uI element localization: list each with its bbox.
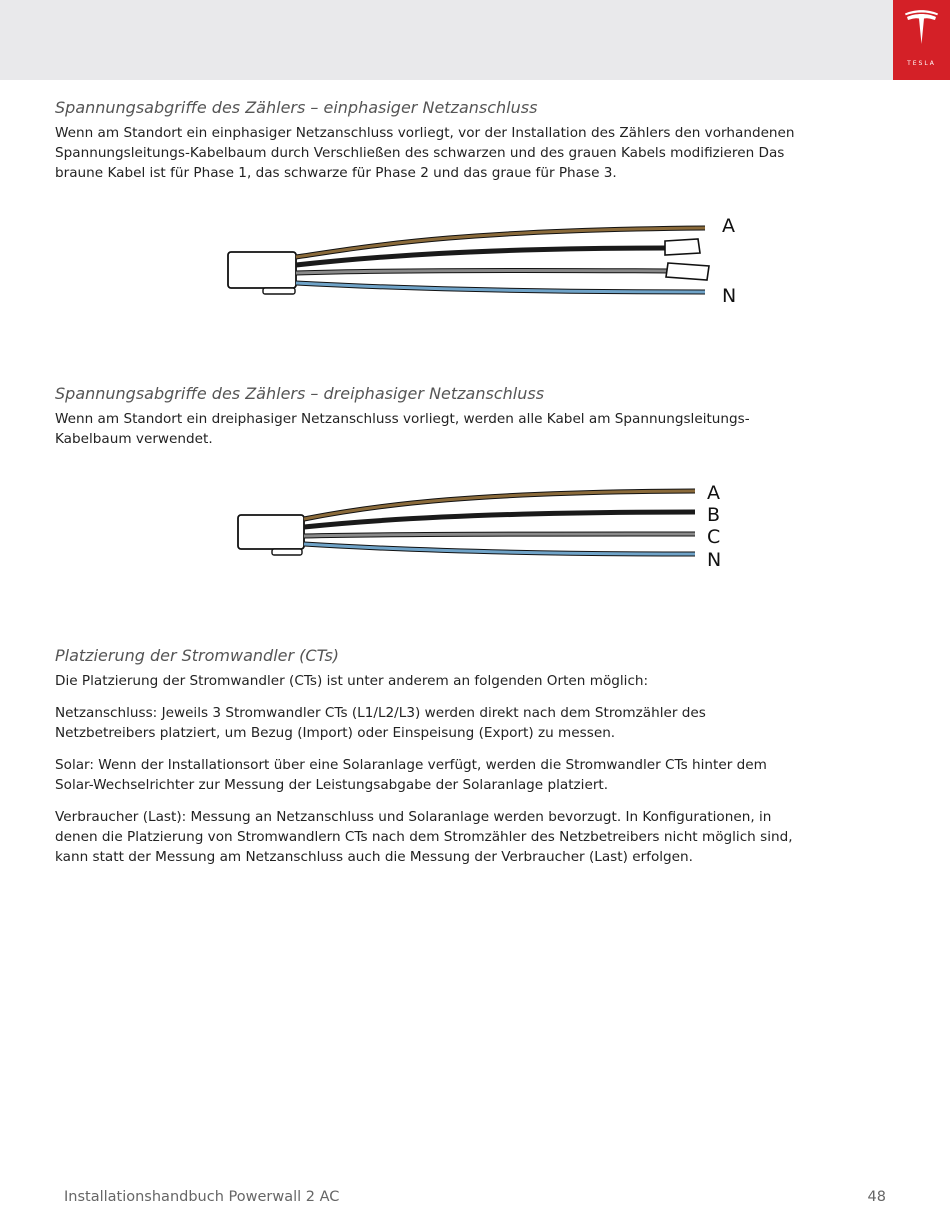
text-line: Spannungsleitungs-Kabelbaum durch Verschließen des schwarzen und des grauen Kabels modifizieren Das xyxy=(55,145,785,161)
text-line: Wenn am Standort ein einphasiger Netzanschluss vorliegt, vor der Installation des Zählers den vorhandenen xyxy=(55,125,795,141)
wire-label-n: N xyxy=(707,549,722,571)
wire-grey-end-cap xyxy=(666,263,709,280)
footer-manual-title: Installationshandbuch Powerwall 2 AC xyxy=(64,1189,340,1205)
text-line: denen die Platzierung von Stromwandlern CTs nach dem Stromzähler des Netzbetreibers nicht möglich sind, xyxy=(55,829,793,845)
text-line: Solar: Wenn der Installationsort über eine Solaranlage verfügt, werden die Stromwandler CTs hinter dem xyxy=(55,757,767,773)
wire-grey xyxy=(296,270,670,273)
tesla-t-icon xyxy=(893,0,950,60)
ct-grid-paragraph xyxy=(55,703,897,743)
text-line: Netzanschluss: Jeweils 3 Stromwandler CTs (L1/L2/L3) werden direkt nach dem Stromzähler des xyxy=(55,705,706,721)
connector-housing xyxy=(228,252,296,294)
text-line: Die Platzierung der Stromwandler (CTs) ist unter anderem an folgenden Orten möglich: xyxy=(55,673,649,689)
wire-label-a: A xyxy=(722,215,735,237)
text-line: braune Kabel ist für Phase 1, das schwarze für Phase 2 und das graue für Phase 3. xyxy=(55,165,617,181)
tesla-logo xyxy=(893,0,950,80)
text-line: Kabelbaum verwendet. xyxy=(55,431,213,447)
wire-label-n: N xyxy=(722,285,737,305)
wire-blue xyxy=(296,283,705,292)
single-phase-paragraph xyxy=(55,123,897,183)
section-title-ct-placement: Platzierung der Stromwandler (CTs) xyxy=(55,646,340,665)
section-title-three-phase: Spannungsabgriffe des Zählers – dreiphasiger Netzanschluss xyxy=(55,384,545,403)
ct-solar-paragraph xyxy=(55,755,897,795)
ct-load-paragraph xyxy=(55,807,897,867)
wire-blue xyxy=(304,544,695,554)
wire-label-a: A xyxy=(707,482,720,504)
text-line: Netzbetreibers platziert, um Bezug (Import) oder Einspeisung (Export) zu messen. xyxy=(55,725,616,741)
text-line: Verbraucher (Last): Messung an Netzanschluss und Solaranlage werden bevorzugt. In Konfigurationen, in xyxy=(55,809,772,825)
wire-black xyxy=(304,512,695,527)
ct-intro-paragraph xyxy=(55,671,897,691)
section-title-single-phase: Spannungsabgriffe des Zählers – einphasiger Netzanschluss xyxy=(55,98,538,117)
tesla-wordmark: TESLA xyxy=(907,60,936,67)
header-band xyxy=(0,0,950,80)
wire-label-c: C xyxy=(707,526,721,548)
three-phase-wiring-diagram xyxy=(230,478,750,573)
wire-black-end-cap xyxy=(665,239,700,255)
page-number: 48 xyxy=(867,1189,886,1205)
text-line: Solar-Wechselrichter zur Messung der Leistungsabgabe der Solaranlage platziert. xyxy=(55,777,609,793)
text-line: kann statt der Messung am Netzanschluss auch die Messung der Verbraucher (Last) erfolgen. xyxy=(55,849,693,865)
connector-housing xyxy=(238,515,304,555)
three-phase-paragraph xyxy=(55,409,897,449)
wire-label-b: B xyxy=(707,504,721,526)
text-line: Wenn am Standort ein dreiphasiger Netzanschluss vorliegt, werden alle Kabel am Spannungsleitungs- xyxy=(55,411,750,427)
single-phase-wiring-diagram xyxy=(220,210,760,305)
wire-grey xyxy=(304,534,695,536)
